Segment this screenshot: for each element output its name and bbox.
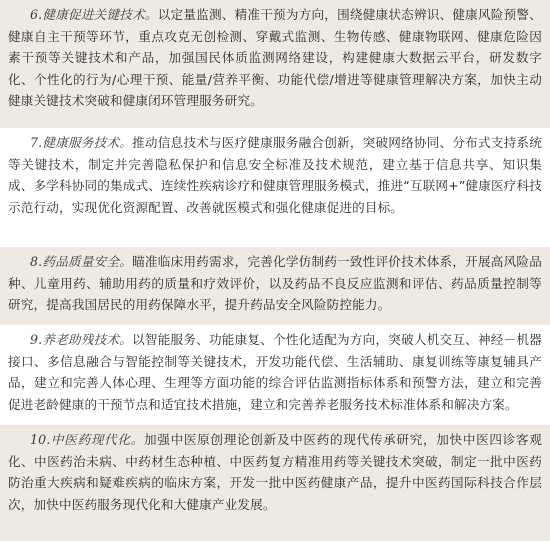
section-title: 药品质量安全。 — [42, 254, 133, 269]
section-elderly-care — [0, 325, 550, 425]
section-body: 以智能服务、功能康复、个性化适配为方向，突破人机交互、神经－机器接口、多信息融合与智能控制等关键技术，开发功能代偿、生活辅助、康复训练等康复辅具产品，建立和完善人体心理、生理等方面功能的综合评估监测指标体系和预警方法，建立和完善促进老龄健康的干预节点和适宜技术措施，建立和完善养老服务技术标准体系和解决方案。 — [8, 332, 542, 412]
section-title: 养老助残技术。 — [42, 332, 133, 347]
section-body: 以定量监测、精准干预为方向，围绕健康状态辨识、健康风险预警、健康自主干预等环节，重点攻克无创检测、穿戴式监测、生物传感、健康物联网、健康危险因素干预等关键技术和产品，加强国民体质监测网络建设，构建健康大数据云平台，研发数字化、个性化的行为/心理干预、能量/营养平衡、功能代偿/增进等健康管理解决方案，加快主动健康关键技术突破和健康闭环管理服务研究。 — [8, 7, 542, 109]
section-body: 推动信息技术与医疗健康服务融合创新，突破网络协同、分布式支持系统等关键技术，制定并完善隐私保护和信息安全标准及技术规范，建立基于信息共享、知识集成、多学科协同的集成式、连续性疾病诊疗和健康管理服务模式，推进“互联网+”健康医疗科技示范行动，实现优化资源配置、改善就医模式和强化健康促进的目标。 — [8, 135, 542, 215]
section-title: 健康服务技术。 — [42, 135, 133, 150]
section-number: 8. — [30, 254, 43, 269]
section-health-promotion — [0, 0, 550, 128]
section-tcm-modernization — [0, 425, 550, 541]
section-number: 9. — [30, 332, 43, 347]
section-number: 6. — [30, 7, 43, 22]
section-title: 健康促进关键技术。 — [42, 7, 158, 22]
section-drug-safety — [0, 247, 550, 325]
section-number: 7. — [30, 135, 43, 150]
section-body: 瞄准临床用药需求，完善化学仿制药一致性评价技术体系，开展高风险品种、儿童用药、辅助用药的质量和疗效评价，以及药品不良反应监测和评估、药品质量控制等研究，提高我国居民的用药保障水平，提升药品安全风险防控能力。 — [8, 254, 542, 313]
section-number: 10. — [30, 432, 51, 447]
section-health-service — [0, 128, 550, 247]
section-title: 中医药现代化。 — [50, 432, 145, 447]
section-body: 加强中医原创理论创新及中医药的现代传承研究，加快中医四诊客观化、中医药治未病、中药材生态种植、中医药复方精准用药等关键技术突破，制定一批中医药防治重大疾病和疑难疾病的临床方案，开发一批中医药健康产品，提升中医药国际科技合作层次，加快中医药服务现代化和大健康产业发展。 — [8, 432, 542, 512]
